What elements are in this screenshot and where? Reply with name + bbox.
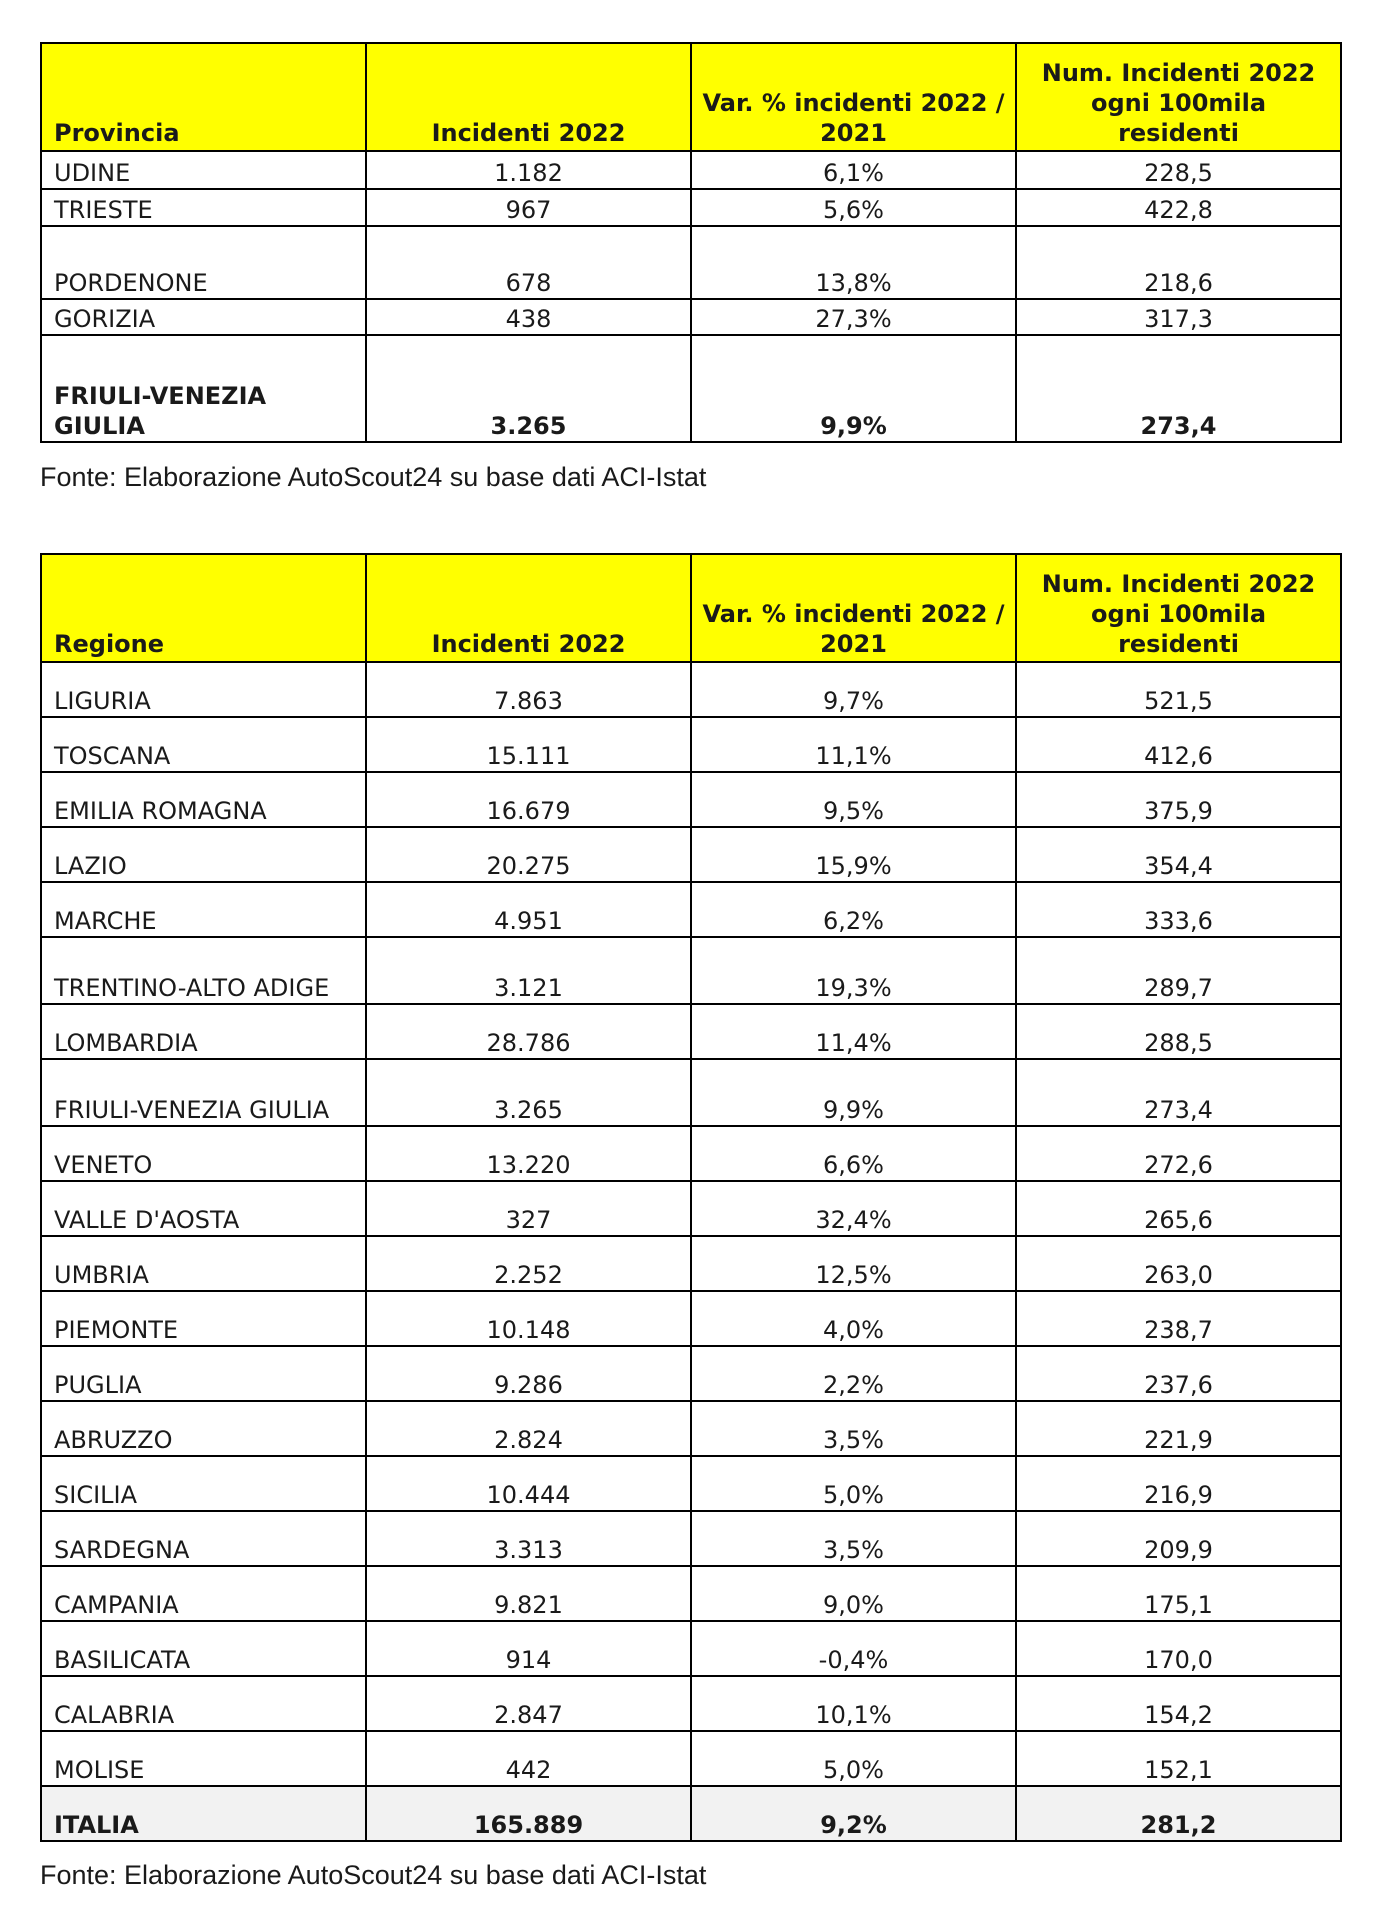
- total-row: [41, 335, 1341, 442]
- row-name: PUGLIA: [41, 1346, 366, 1401]
- row-variazione: 6,1%: [691, 151, 1016, 189]
- total-per-100mila: 281,2: [1016, 1786, 1341, 1841]
- table-row: [41, 226, 1341, 299]
- row-variazione: 5,0%: [691, 1456, 1016, 1511]
- row-incidenti: 327: [366, 1181, 691, 1236]
- row-per-100mila: 272,6: [1016, 1126, 1341, 1181]
- header-incidenti: Incidenti 2022: [366, 43, 691, 151]
- row-variazione: 9,9%: [691, 1059, 1016, 1126]
- row-variazione: 3,5%: [691, 1511, 1016, 1566]
- header-per-100mila: Num. Incidenti 2022 ogni 100mila residenti: [1016, 43, 1341, 151]
- header-row: [41, 43, 1341, 151]
- row-per-100mila: 175,1: [1016, 1566, 1341, 1621]
- table-row: [41, 1401, 1341, 1456]
- table-row: [41, 1731, 1341, 1786]
- header-variazione: Var. % incidenti 2022 / 2021: [691, 554, 1016, 662]
- row-incidenti: 15.111: [366, 717, 691, 772]
- header-per-100mila: Num. Incidenti 2022 ogni 100mila residenti: [1016, 554, 1341, 662]
- row-incidenti: 2.824: [366, 1401, 691, 1456]
- row-name: TRENTINO-ALTO ADIGE: [41, 937, 366, 1004]
- row-per-100mila: 333,6: [1016, 882, 1341, 937]
- row-incidenti: 10.444: [366, 1456, 691, 1511]
- row-incidenti: 7.863: [366, 662, 691, 717]
- source-note: Fonte: Elaborazione AutoScout24 su base dati ACI-Istat: [40, 1860, 707, 1890]
- table-row: [41, 1511, 1341, 1566]
- total-per-100mila: 273,4: [1016, 335, 1341, 442]
- row-variazione: 4,0%: [691, 1291, 1016, 1346]
- row-name: SICILIA: [41, 1456, 366, 1511]
- row-incidenti: 3.121: [366, 937, 691, 1004]
- row-per-100mila: 152,1: [1016, 1731, 1341, 1786]
- total-incidenti: 3.265: [366, 335, 691, 442]
- total-name: ITALIA: [41, 1786, 366, 1841]
- row-name: CALABRIA: [41, 1676, 366, 1731]
- row-per-100mila: 263,0: [1016, 1236, 1341, 1291]
- row-variazione: 6,2%: [691, 882, 1016, 937]
- row-name: ABRUZZO: [41, 1401, 366, 1456]
- row-name: VALLE D'AOSTA: [41, 1181, 366, 1236]
- row-per-100mila: 288,5: [1016, 1004, 1341, 1059]
- row-name: SARDEGNA: [41, 1511, 366, 1566]
- row-per-100mila: 228,5: [1016, 151, 1341, 189]
- row-name: EMILIA ROMAGNA: [41, 772, 366, 827]
- header-regione: Regione: [41, 554, 366, 662]
- row-name: FRIULI-VENEZIA GIULIA: [41, 1059, 366, 1126]
- row-variazione: 27,3%: [691, 299, 1016, 335]
- row-name: CAMPANIA: [41, 1566, 366, 1621]
- row-incidenti: 4.951: [366, 882, 691, 937]
- table-row: [41, 151, 1341, 189]
- row-variazione: 10,1%: [691, 1676, 1016, 1731]
- row-per-100mila: 209,9: [1016, 1511, 1341, 1566]
- row-name: MOLISE: [41, 1731, 366, 1786]
- table-row: [41, 1456, 1341, 1511]
- row-incidenti: 2.252: [366, 1236, 691, 1291]
- row-per-100mila: 273,4: [1016, 1059, 1341, 1126]
- row-per-100mila: 265,6: [1016, 1181, 1341, 1236]
- table-row: [41, 827, 1341, 882]
- row-per-100mila: 221,9: [1016, 1401, 1341, 1456]
- row-per-100mila: 216,9: [1016, 1456, 1341, 1511]
- header-incidenti: Incidenti 2022: [366, 554, 691, 662]
- source-note: Fonte: Elaborazione AutoScout24 su base dati ACI-Istat: [40, 462, 707, 492]
- total-row: [41, 1786, 1341, 1841]
- row-name: UMBRIA: [41, 1236, 366, 1291]
- row-per-100mila: 317,3: [1016, 299, 1341, 335]
- total-name: FRIULI-VENEZIA GIULIA: [41, 335, 366, 442]
- row-name: TRIESTE: [41, 189, 366, 226]
- total-incidenti: 165.889: [366, 1786, 691, 1841]
- row-variazione: 6,6%: [691, 1126, 1016, 1181]
- row-incidenti: 442: [366, 1731, 691, 1786]
- row-name: TOSCANA: [41, 717, 366, 772]
- row-variazione: 11,4%: [691, 1004, 1016, 1059]
- region-table: [40, 553, 1342, 1842]
- table-row: [41, 1621, 1341, 1676]
- row-variazione: 2,2%: [691, 1346, 1016, 1401]
- row-incidenti: 10.148: [366, 1291, 691, 1346]
- row-incidenti: 2.847: [366, 1676, 691, 1731]
- row-name: PIEMONTE: [41, 1291, 366, 1346]
- table-row: [41, 1181, 1341, 1236]
- row-per-100mila: 354,4: [1016, 827, 1341, 882]
- table-row: [41, 1126, 1341, 1181]
- row-incidenti: 1.182: [366, 151, 691, 189]
- row-name: BASILICATA: [41, 1621, 366, 1676]
- row-name: VENETO: [41, 1126, 366, 1181]
- row-incidenti: 20.275: [366, 827, 691, 882]
- row-name: LIGURIA: [41, 662, 366, 717]
- row-name: LOMBARDIA: [41, 1004, 366, 1059]
- table-row: [41, 299, 1341, 335]
- row-variazione: 15,9%: [691, 827, 1016, 882]
- row-incidenti: 9.286: [366, 1346, 691, 1401]
- row-per-100mila: 521,5: [1016, 662, 1341, 717]
- row-incidenti: 13.220: [366, 1126, 691, 1181]
- table-row: [41, 1004, 1341, 1059]
- header-provincia: Provincia: [41, 43, 366, 151]
- row-name: GORIZIA: [41, 299, 366, 335]
- row-incidenti: 3.313: [366, 1511, 691, 1566]
- row-incidenti: 438: [366, 299, 691, 335]
- row-incidenti: 678: [366, 226, 691, 299]
- row-per-100mila: 289,7: [1016, 937, 1341, 1004]
- row-per-100mila: 170,0: [1016, 1621, 1341, 1676]
- row-variazione: 5,0%: [691, 1731, 1016, 1786]
- header-row: [41, 554, 1341, 662]
- row-incidenti: 967: [366, 189, 691, 226]
- row-variazione: -0,4%: [691, 1621, 1016, 1676]
- row-variazione: 12,5%: [691, 1236, 1016, 1291]
- table-row: [41, 882, 1341, 937]
- province-table: [40, 42, 1342, 443]
- row-incidenti: 9.821: [366, 1566, 691, 1621]
- table-row: [41, 1346, 1341, 1401]
- row-name: PORDENONE: [41, 226, 366, 299]
- row-name: UDINE: [41, 151, 366, 189]
- row-per-100mila: 238,7: [1016, 1291, 1341, 1346]
- table-row: [41, 1291, 1341, 1346]
- table-row: [41, 1236, 1341, 1291]
- row-variazione: 3,5%: [691, 1401, 1016, 1456]
- table-row: [41, 1676, 1341, 1731]
- row-per-100mila: 412,6: [1016, 717, 1341, 772]
- row-incidenti: 16.679: [366, 772, 691, 827]
- row-per-100mila: 218,6: [1016, 226, 1341, 299]
- row-variazione: 9,7%: [691, 662, 1016, 717]
- table-row: [41, 937, 1341, 1004]
- table-row: [41, 1059, 1341, 1126]
- row-incidenti: 28.786: [366, 1004, 691, 1059]
- row-name: LAZIO: [41, 827, 366, 882]
- row-incidenti: 914: [366, 1621, 691, 1676]
- row-per-100mila: 375,9: [1016, 772, 1341, 827]
- table-row: [41, 1566, 1341, 1621]
- row-variazione: 13,8%: [691, 226, 1016, 299]
- row-incidenti: 3.265: [366, 1059, 691, 1126]
- row-variazione: 9,0%: [691, 1566, 1016, 1621]
- row-name: MARCHE: [41, 882, 366, 937]
- table-row: [41, 772, 1341, 827]
- row-per-100mila: 154,2: [1016, 1676, 1341, 1731]
- table-row: [41, 662, 1341, 717]
- row-variazione: 5,6%: [691, 189, 1016, 226]
- header-variazione: Var. % incidenti 2022 / 2021: [691, 43, 1016, 151]
- row-per-100mila: 237,6: [1016, 1346, 1341, 1401]
- row-variazione: 32,4%: [691, 1181, 1016, 1236]
- row-per-100mila: 422,8: [1016, 189, 1341, 226]
- total-variazione: 9,2%: [691, 1786, 1016, 1841]
- table-row: [41, 717, 1341, 772]
- table-row: [41, 189, 1341, 226]
- row-variazione: 19,3%: [691, 937, 1016, 1004]
- row-variazione: 9,5%: [691, 772, 1016, 827]
- row-variazione: 11,1%: [691, 717, 1016, 772]
- total-variazione: 9,9%: [691, 335, 1016, 442]
- region-table-body: [41, 662, 1341, 1841]
